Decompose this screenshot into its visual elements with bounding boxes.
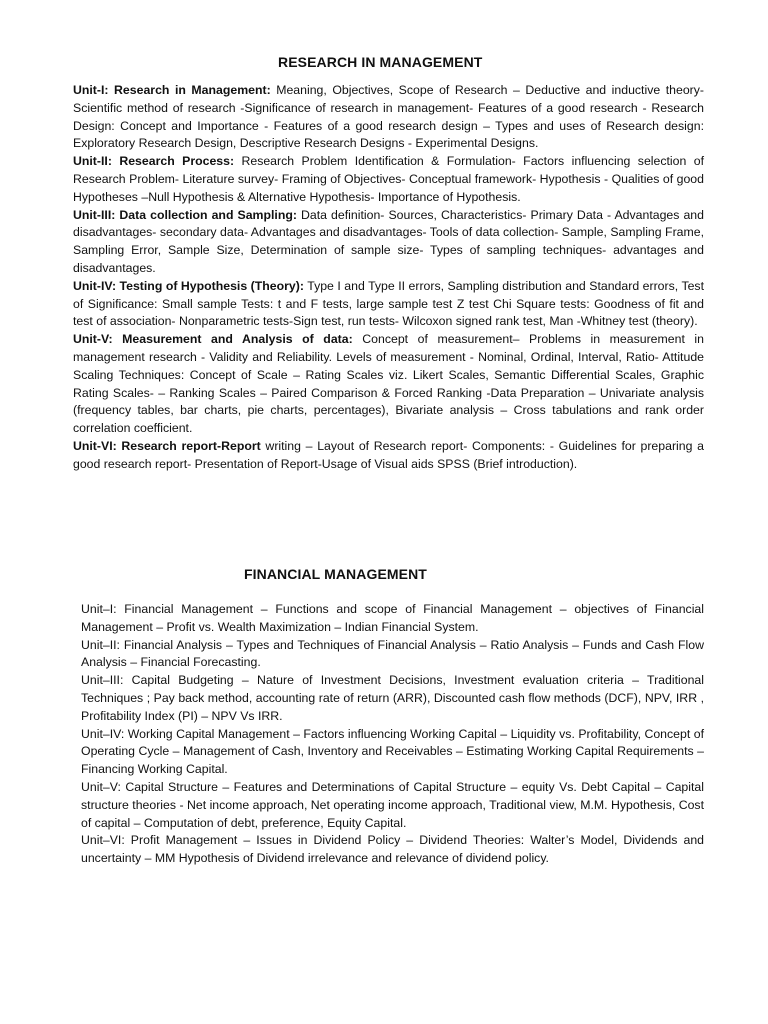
- financial-unit-3: Unit–III: Capital Budgeting – Nature of Investment Decisions, Investment evaluation criteria – Traditional Techniques ; Pay back method, accounting rate of return (ARR), Discounted cash flow methods (DCF), NPV, IRR , Profitability Index (PI) – NPV Vs IRR.: [81, 673, 704, 723]
- research-unit-3: [73, 207, 704, 278]
- financial-section-title: FINANCIAL MANAGEMENT: [244, 566, 427, 582]
- unit-text: Concept of measurement– Problems in measurement in management research - Validity and Reliability. Levels of measurement - Nominal, Ordinal, Interval, Ratio- Attitude Scaling Techniques: Concept of Scale – Rating Scales viz. Likert Scales, Semantic Differential Scales, Graphic Rating Scales- – Ranking Scales – Paired Comparison & Forced Ranking -Data Preparation – Univariate analysis (frequency tables, bar charts, pie charts, percentages), Bivariate analysis – Cross tabulations and rank order correlation coefficient.: [73, 332, 704, 436]
- unit-text: Data definition- Sources, Characteristics- Primary Data - Advantages and disadvantages- secondary data- Advantages and disadvantages- Tools of data collection- Sample, Sampling Frame, Sampling Error, Sample Size, Determination of sample size- Types of sampling techniques- advantages and disadvantages.: [73, 207, 704, 275]
- unit-heading: Unit-IV: Testing of Hypothesis (Theory):: [73, 278, 304, 293]
- financial-unit-4: Unit–IV: Working Capital Management – Factors influencing Working Capital – Liquidity vs. Profitability, Concept of Operating Cycle – Management of Cash, Inventory and Receivables – Estimating Working Capital Requirements – Financing Working Capital.: [81, 726, 704, 777]
- research-unit-2: [73, 153, 704, 206]
- research-unit-4: [73, 278, 704, 331]
- unit-heading: Unit-V: Measurement and Analysis of data:: [73, 332, 353, 347]
- financial-units: [81, 601, 704, 868]
- research-unit-6: [73, 438, 704, 474]
- financial-unit-6: Unit–VI: Profit Management – Issues in Dividend Policy – Dividend Theories: Walter’s Model, Dividends and uncertainty – MM Hypothesis of Dividend irrelevance and relevance of dividend policy.: [81, 833, 704, 866]
- unit-text: Research Problem Identification & Formulation- Factors influencing selection of Research Problem- Literature survey- Framing of Objectives- Conceptual framework- Hypothesis - Qualities of good Hypotheses –Null Hypothesis & Alternative Hypothesis- Importance of Hypothesis.: [73, 154, 704, 204]
- unit-heading: Unit-I: Research in Management:: [73, 83, 271, 97]
- unit-heading: Unit-II: Research Process:: [73, 154, 235, 169]
- unit-text: Type I and Type II errors, Sampling distribution and Standard errors, Test of Significance: Small sample Tests: t and F tests, large sample test Z test Chi Square tests: Goodness of fit and test of association- Nonparametric tests-Sign test, run tests- Wilcoxon signed rank test, Man -Whitney test (theory).: [73, 278, 704, 329]
- financial-unit-1: Unit–I: Financial Management – Functions and scope of Financial Management – objectives of Financial Management – Profit vs. Wealth Maximization – Indian Financial System.: [81, 602, 704, 634]
- unit-text: writing – Layout of Research report- Components: - Guidelines for preparing a good research report- Presentation of Report-Usage of Visual aids SPSS (Brief introduction).: [73, 438, 704, 471]
- unit-heading: Unit-VI: Research report-Report: [73, 438, 261, 453]
- research-unit-1: [73, 82, 704, 153]
- financial-unit-2: Unit–II: Financial Analysis – Types and Techniques of Financial Analysis – Ratio Analysis – Funds and Cash Flow Analysis – Financial Forecasting.: [81, 637, 704, 670]
- unit-heading: Unit-III: Data collection and Sampling:: [73, 207, 297, 222]
- unit-text: Meaning, Objectives, Scope of Research – Deductive and inductive theory- Scientific method of research -Significance of research in management- Features of a good research - Research Design: Concept and Importance - Features of a good research design – Types and uses of Research design: Exploratory Research Design, Descriptive Research Designs - Experimental Designs.: [73, 83, 704, 151]
- research-unit-5: [73, 331, 704, 438]
- research-section-title: RESEARCH IN MANAGEMENT: [278, 54, 483, 70]
- financial-unit-5: Unit–V: Capital Structure – Features and Determinations of Capital Structure – equity Vs. Debt Capital – Capital structure theories - Net income approach, Net operating income approach, Traditional view, M.M. Hypothesis, Cost of capital – Computation of debt, preference, Equity Capital.: [81, 779, 704, 830]
- research-units: [73, 82, 704, 474]
